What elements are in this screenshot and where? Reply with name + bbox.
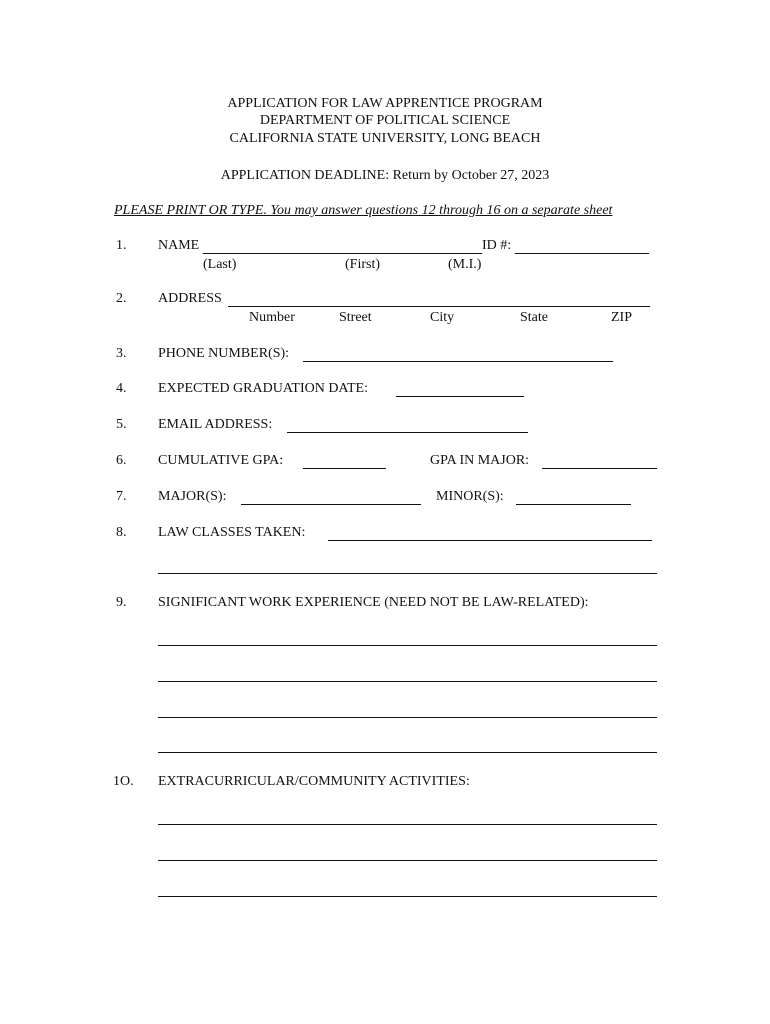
work-experience-line-4[interactable]: [158, 737, 657, 753]
law-classes-field-line2[interactable]: [158, 558, 657, 574]
q6-major-gpa-label: GPA IN MAJOR:: [430, 453, 530, 468]
q10-activities-label: EXTRACURRICULAR/COMMUNITY ACTIVITIES:: [158, 774, 470, 789]
q4-graduation-label: EXPECTED GRADUATION DATE:: [158, 381, 368, 396]
form-title: APPLICATION FOR LAW APPRENTICE PROGRAM: [227, 96, 543, 111]
work-experience-line-3[interactable]: [158, 702, 657, 718]
phone-field[interactable]: [303, 346, 613, 362]
q4-number: 4.: [116, 381, 127, 396]
q6-number: 6.: [116, 453, 127, 468]
q2-address-label: ADDRESS: [158, 291, 222, 306]
cumulative-gpa-field[interactable]: [303, 453, 386, 469]
instructions-text: PLEASE PRINT OR TYPE. You may answer questions 12 through 16 on a separate sheet: [114, 203, 613, 218]
address-state-caption: State: [520, 310, 548, 325]
q8-number: 8.: [116, 525, 127, 540]
q6-cumulative-gpa-label: CUMULATIVE GPA:: [158, 453, 284, 468]
activities-line-3[interactable]: [158, 881, 657, 897]
id-field[interactable]: [515, 238, 649, 254]
q1-number: 1.: [116, 238, 127, 253]
q7-number: 7.: [116, 489, 127, 504]
graduation-date-field[interactable]: [396, 381, 524, 397]
q9-number: 9.: [116, 595, 127, 610]
address-street-caption: Street: [339, 310, 372, 325]
q1-id-label: ID #:: [482, 238, 512, 253]
activities-line-2[interactable]: [158, 845, 657, 861]
name-mi-caption: (M.I.): [448, 257, 482, 272]
address-number-caption: Number: [249, 310, 295, 325]
application-deadline: APPLICATION DEADLINE: Return by October 27, 2023: [220, 168, 550, 183]
q7-minor-label: MINOR(S):: [436, 489, 504, 504]
q9-work-experience-label: SIGNIFICANT WORK EXPERIENCE (NEED NOT BE LAW-RELATED):: [158, 595, 589, 610]
q5-email-label: EMAIL ADDRESS:: [158, 417, 273, 432]
q3-number: 3.: [116, 346, 127, 361]
major-field[interactable]: [241, 489, 421, 505]
name-field[interactable]: [203, 238, 482, 254]
q2-number: 2.: [116, 291, 127, 306]
activities-line-1[interactable]: [158, 809, 657, 825]
work-experience-line-2[interactable]: [158, 666, 657, 682]
address-city-caption: City: [430, 310, 455, 325]
q7-major-label: MAJOR(S):: [158, 489, 227, 504]
major-gpa-field[interactable]: [542, 453, 657, 469]
university-name: CALIFORNIA STATE UNIVERSITY, LONG BEACH: [229, 131, 541, 146]
minor-field[interactable]: [516, 489, 631, 505]
q3-phone-label: PHONE NUMBER(S):: [158, 346, 290, 361]
work-experience-line-1[interactable]: [158, 630, 657, 646]
law-classes-field[interactable]: [328, 525, 652, 541]
address-zip-caption: ZIP: [611, 310, 632, 325]
q10-number: 1O.: [113, 774, 134, 789]
q8-law-classes-label: LAW CLASSES TAKEN:: [158, 525, 306, 540]
email-field[interactable]: [287, 417, 528, 433]
department-name: DEPARTMENT OF POLITICAL SCIENCE: [259, 113, 511, 128]
address-field[interactable]: [228, 291, 650, 307]
q1-name-label: NAME: [158, 238, 200, 253]
name-last-caption: (Last): [203, 257, 237, 272]
q5-number: 5.: [116, 417, 127, 432]
name-first-caption: (First): [345, 257, 380, 272]
